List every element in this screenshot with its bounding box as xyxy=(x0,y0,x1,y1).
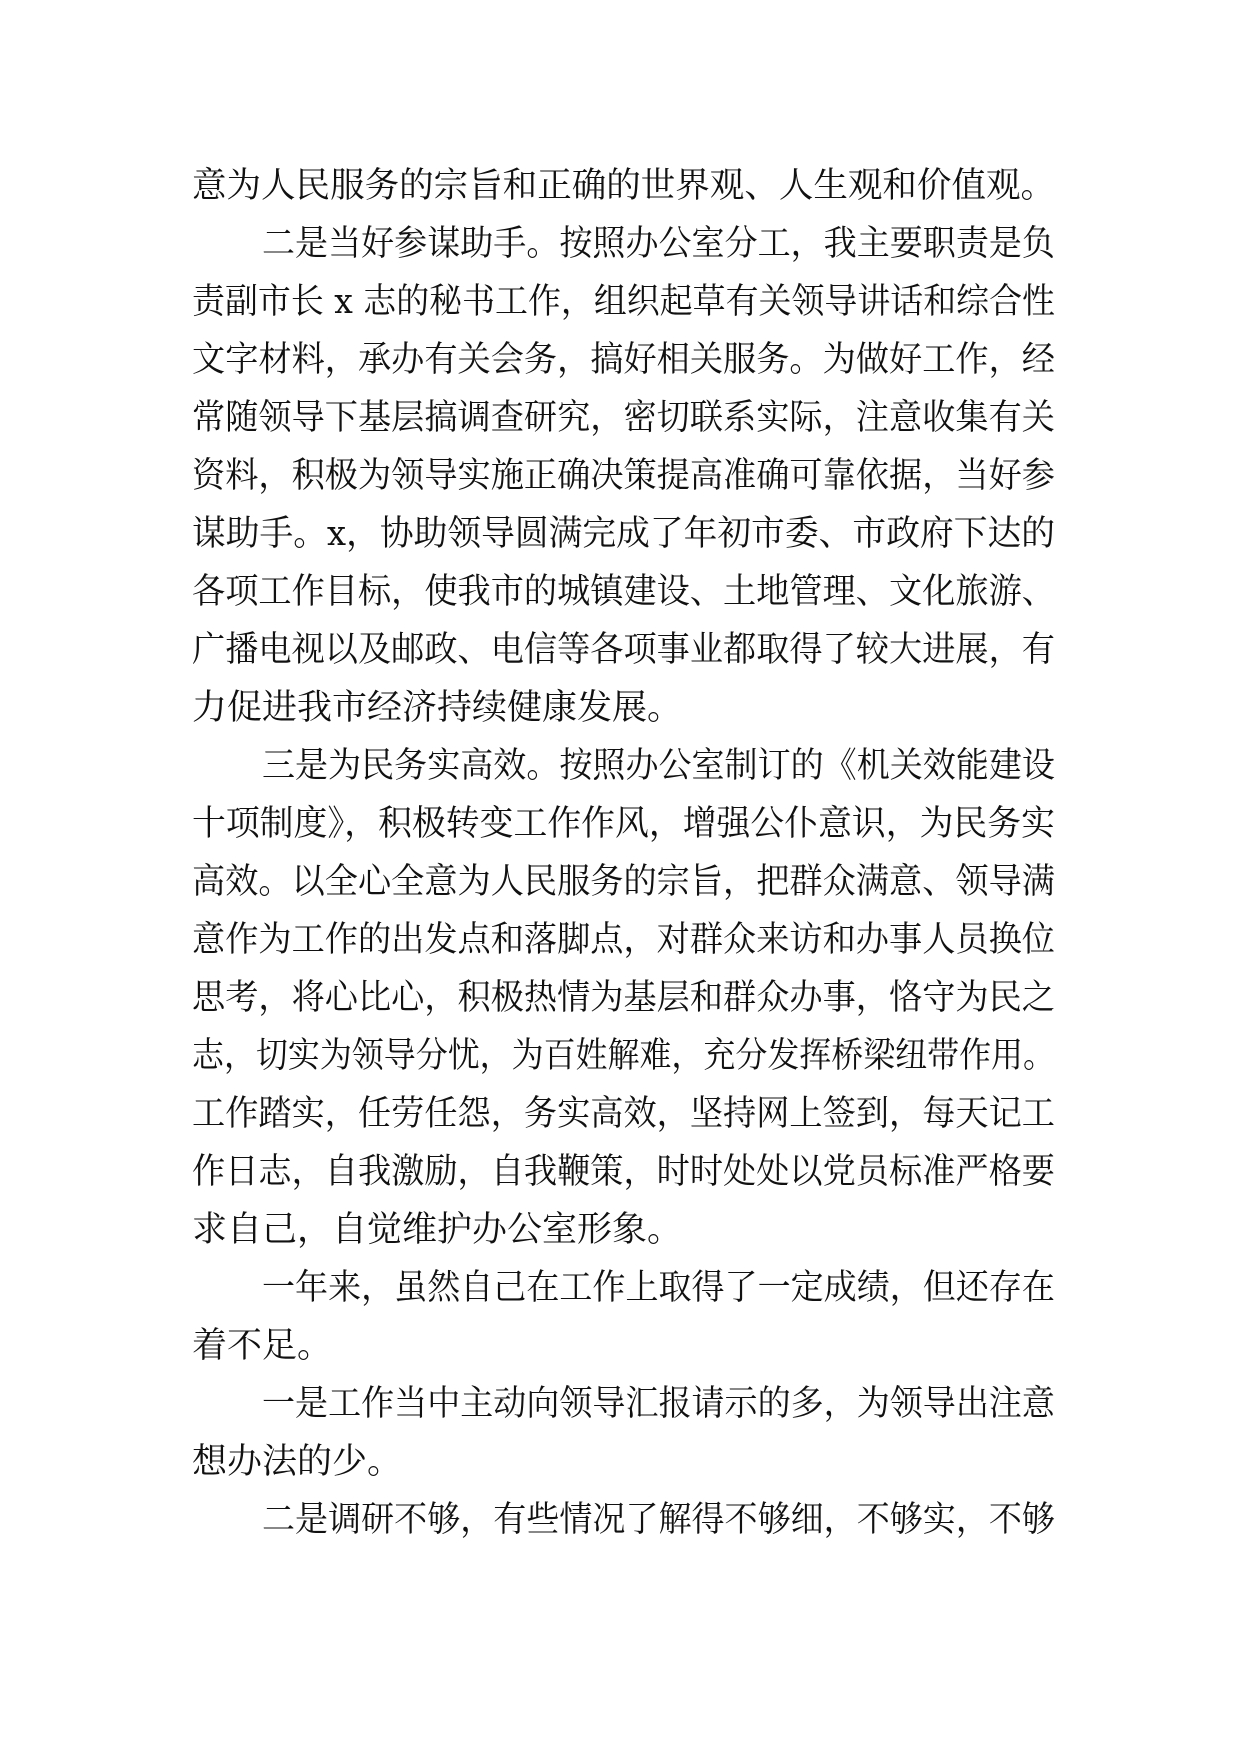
text-line: 责副市长 x 志的秘书工作，组织起草有关领导讲话和综合性 xyxy=(192,282,1055,322)
text-line: 志，切实为领导分忧，为百姓解难，充分发挥桥梁纽带作用。 xyxy=(192,1036,1055,1076)
text-line: 思考，将心比心，积极热情为基层和群众办事，恪守为民之 xyxy=(192,978,1055,1018)
text-line: 求自己，自觉维护办公室形象。 xyxy=(192,1210,683,1250)
text-line: 常随领导下基层搞调查研究，密切联系实际，注意收集有关 xyxy=(192,398,1055,438)
text-line: 资料，积极为领导实施正确决策提高准确可靠依据，当好参 xyxy=(192,456,1055,496)
paragraph-start-line: 二是当好参谋助手。按照办公室分工，我主要职责是负 xyxy=(262,224,1055,264)
paragraph-start-line: 二是调研不够，有些情况了解得不够细，不够实，不够 xyxy=(262,1500,1055,1540)
text-line: 作日志，自我激励，自我鞭策，时时处处以党员标准严格要 xyxy=(192,1152,1055,1192)
text-line: 想办法的少。 xyxy=(192,1442,403,1482)
text-line: 意为人民服务的宗旨和正确的世界观、人生观和价值观。 xyxy=(192,166,1056,206)
text-line: 高效。以全心全意为人民服务的宗旨，把群众满意、领导满 xyxy=(192,862,1055,902)
text-line: 广播电视以及邮政、电信等各项事业都取得了较大进展，有 xyxy=(192,630,1055,670)
text-line: 意作为工作的出发点和落脚点，对群众来访和办事人员换位 xyxy=(192,920,1055,960)
text-line: 谋助手。x，协助领导圆满完成了年初市委、市政府下达的 xyxy=(192,514,1055,554)
text-line: 十项制度》，积极转变工作作风，增强公仆意识，为民务实 xyxy=(192,804,1055,844)
text-line: 文字材料，承办有关会务，搞好相关服务。为做好工作，经 xyxy=(192,340,1055,380)
paragraph-start-line: 一是工作当中主动向领导汇报请示的多，为领导出注意 xyxy=(262,1384,1055,1424)
text-line: 力促进我市经济持续健康发展。 xyxy=(192,688,683,728)
text-line: 着不足。 xyxy=(192,1326,333,1366)
text-line: 各项工作目标，使我市的城镇建设、土地管理、文化旅游、 xyxy=(192,572,1055,612)
text-line: 工作踏实，任劳任怨，务实高效，坚持网上签到，每天记工 xyxy=(192,1094,1055,1134)
paragraph-start-line: 一年来，虽然自己在工作上取得了一定成绩，但还存在 xyxy=(262,1268,1055,1308)
paragraph-start-line: 三是为民务实高效。按照办公室制订的《机关效能建设 xyxy=(262,746,1055,786)
